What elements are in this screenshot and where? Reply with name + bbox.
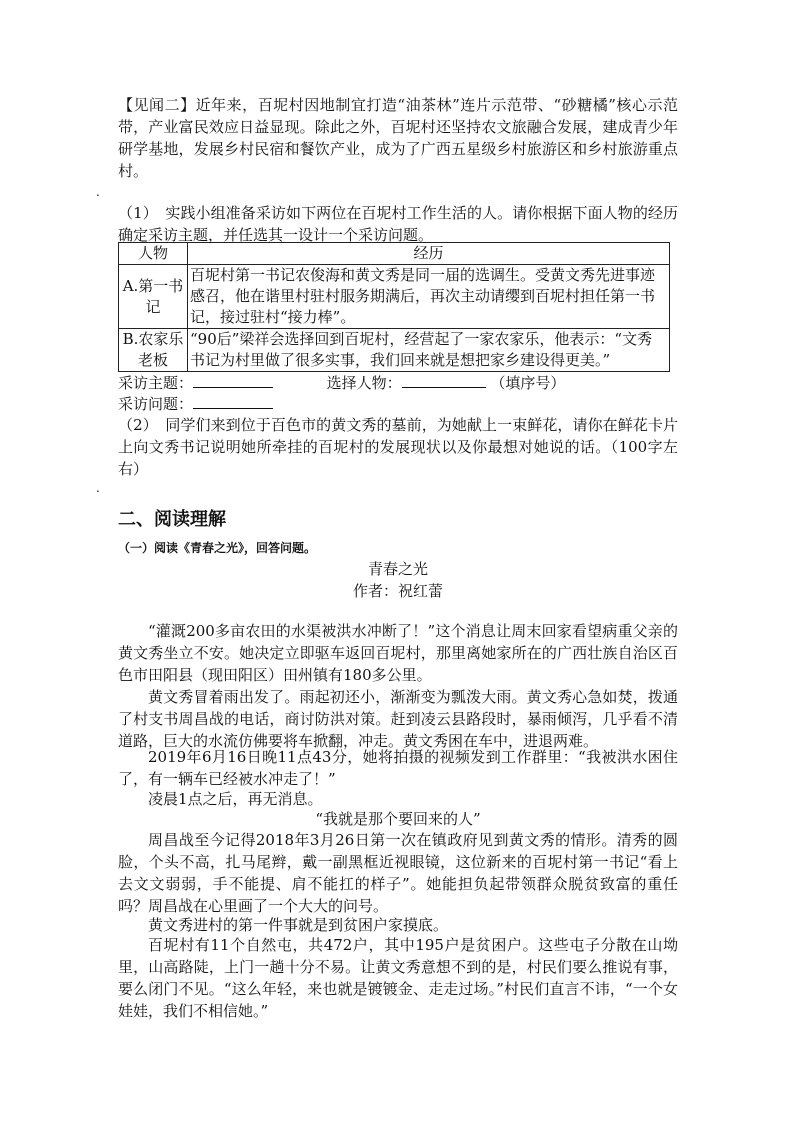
person-blank[interactable] — [402, 373, 486, 388]
answer-line-question — [118, 393, 678, 415]
article-paragraph: “灌溉200多亩农田的水渠被洪水冲断了！”这个消息让周末回家看望病重父亲的黄文秀坐立不安。她决定立即驱车返回百坭村，那里离她家所在的广西壮族自治区百色市田阳县（现田阳区）田州镇有180多公里。 — [118, 622, 678, 684]
table-row — [119, 329, 670, 372]
topic-label: 采访主题： — [118, 374, 194, 392]
table-row — [119, 265, 670, 329]
question-2: （2） 同学们来到位于百色市的黄文秀的墓前，为她献上一束鲜花，请你在鲜花卡片上向文秀书记说明她所牵挂的百坭村的发展现状以及你最想对她说的话。（100字左右） — [118, 416, 678, 478]
paragraph-mark: . — [96, 481, 100, 495]
article-paragraph: 黄文秀进村的第一件事就是到贫困户家摸底。 — [148, 916, 449, 934]
header-experience: 经历 — [188, 243, 670, 265]
article-paragraph: 周昌战至今记得2018年3月26日第一次在镇政府见到黄文秀的情形。清秀的圆脸，个头不高，扎马尾辫，戴一副黑框近视眼镜，这位新来的百坭村第一书记“看上去文文弱弱，手不能提、肩不能扛的样子”。她能担负起带领群众脱贫致富的重任吗？周昌战在心里画了一个大大的问号。 — [118, 831, 678, 915]
table-header-row — [119, 243, 670, 265]
sub-heading: （一）阅读《青春之光》，回答问题。 — [118, 541, 317, 555]
article-paragraph: 黄文秀冒着雨出发了。雨起初还小，渐渐变为瓢泼大雨。黄文秀心急如焚，拨通了村支书周昌战的电话，商讨防洪对策。赶到凌云县路段时，暴雨倾泻，几乎看不清道路，巨大的水流仿佛要将车掀翻，冲走。黄文秀困在车中，进退两难。 — [118, 688, 678, 750]
person-cell: B.农家乐老板 — [119, 329, 188, 372]
question-label: 采访问题： — [118, 395, 194, 413]
header-person: 人物 — [119, 243, 188, 265]
person-cell: A.第一书记 — [119, 265, 188, 329]
article-paragraph: 2019年6月16日晚11点43分，她将拍摄的视频发到工作群里：“我被洪水困住了，有一辆车已经被水冲走了！” — [118, 748, 678, 788]
paragraph-mark: . — [96, 185, 100, 199]
question-blank[interactable] — [193, 394, 273, 409]
answer-line-topic — [118, 372, 678, 394]
intro-paragraph: 【见闻二】近年来，百坭村因地制宜打造“油茶林”连片示范带、“砂糖橘”核心示范带，产业富民效应日益显现。除此之外，百坭村还坚持农文旅融合发展，建成青少年研学基地，发展乡村民宿和餐饮产业，成为了广西五星级乡村旅游区和乡村旅游重点村。 — [118, 96, 678, 180]
article-paragraph: 百坭村有11个自然屯，共472户，其中195户是贫困户。这些屯子分散在山坳里，山高路陡，上门一趟十分不易。让黄文秀意想不到的是，村民们要么推说有事，要么闭门不见。“这么年轻，来也就是镀镀金、走走过场。”村民们直言不讳，“一个女娃娃，我们不相信她。” — [118, 936, 678, 1020]
person-label: 选择人物： — [326, 374, 402, 392]
article-subtitle: “我就是那个要回来的人” — [315, 810, 481, 828]
topic-blank[interactable] — [193, 373, 273, 388]
article-title: 青春之光 — [367, 560, 428, 578]
article-author: 作者：祝红蕾 — [352, 582, 443, 600]
section-heading: 二、阅读理解 — [118, 509, 226, 530]
story-cell: 百坭村第一书记农俊海和黄文秀是同一届的选调生。受黄文秀先进事迹感召，他在谐里村驻村服务期满后，再次主动请缨到百坭村担任第一书记，接过驻村“接力棒”。 — [188, 265, 670, 329]
article-paragraph: 凌晨1点之后，再无消息。 — [148, 790, 323, 808]
story-cell: “90后”梁祥会选择回到百坭村，经营起了一家农家乐，他表示：“文秀书记为村里做了很多实事，我们回来就是想把家乡建设得更美。” — [188, 329, 670, 372]
interview-table — [118, 242, 670, 372]
person-hint: （填序号） — [490, 374, 566, 392]
question-1: （1） 实践小组准备采访如下两位在百坭村工作生活的人。请你根据下面人物的经历确定采访主题，并任选其一设计一个采访问题。 — [118, 204, 678, 244]
